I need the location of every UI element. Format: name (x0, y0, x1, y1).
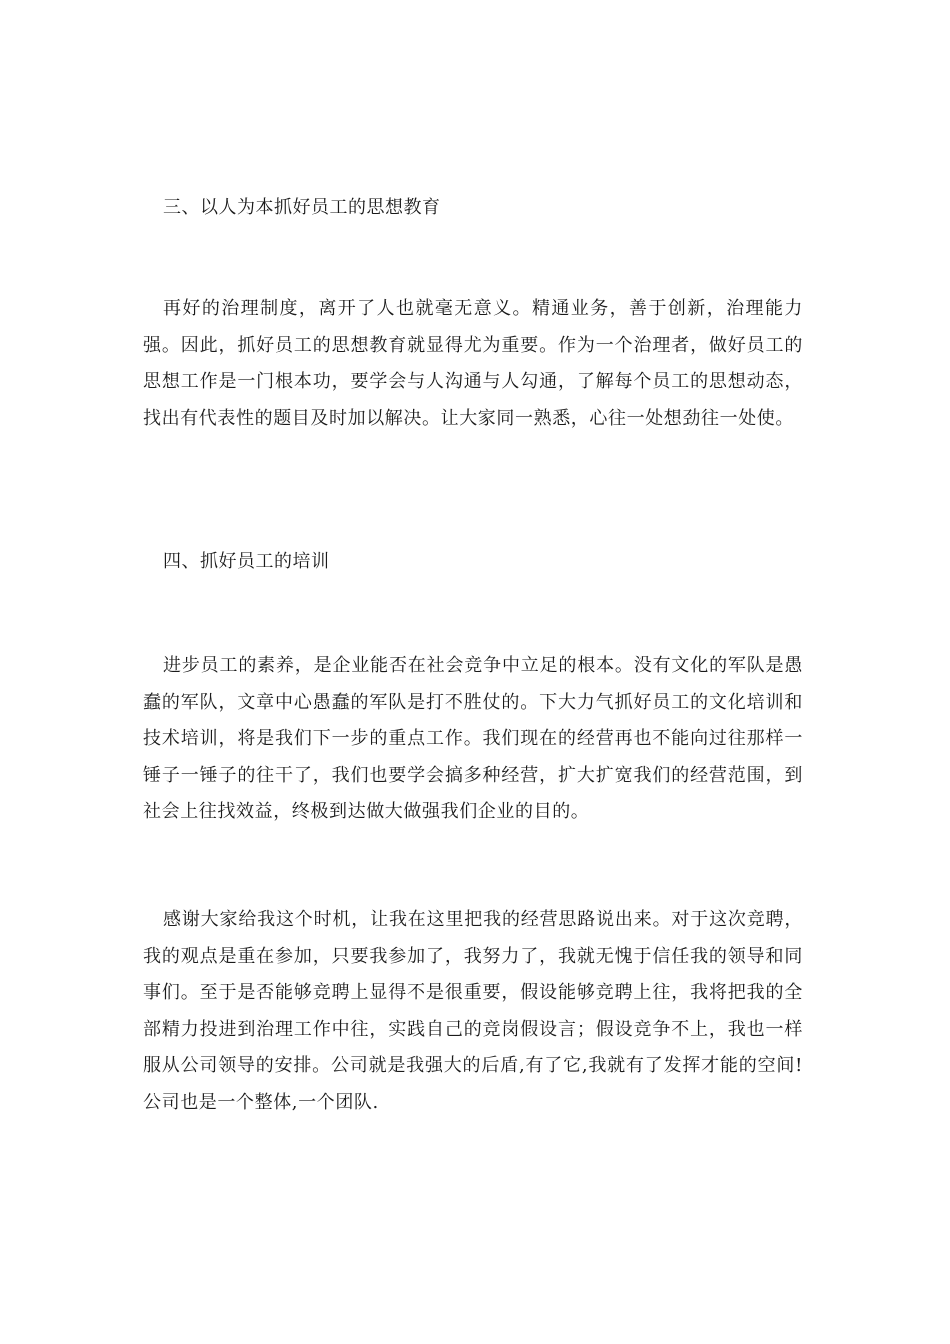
section-paragraph-3: 再好的治理制度，离开了人也就毫无意义。精通业务，善于创新，治理能力强。因此，抓好员工的思想教育就显得尤为重要。作为一个治理者，做好员工的思想工作是一门根本功，要学会与人沟通与人勾通，了解每个员工的思想动态，找出有代表性的题目及时加以解决。让大家同一熟悉，心往一处想劲往一处使。 (143, 298, 803, 429)
section-paragraph-4: 进步员工的素养，是企业能否在社会竞争中立足的根本。没有文化的军队是愚蠢的军队，文章中心愚蠢的军队是打不胜仗的。下大力气抓好员工的文化培训和技术培训，将是我们下一步的重点工作。我们现在的经营再也不能向过往那样一锤子一锤子的往干了，我们也要学会搞多种经营，扩大扩宽我们的经营范围，到社会上往找效益，终极到达做大做强我们企业的目的。 (143, 655, 803, 822)
section-heading-4: 四、抓好员工的培训 (163, 551, 330, 572)
closing-paragraph: 感谢大家给我这个时机，让我在这里把我的经营思路说出来。对于这次竞聘，我的观点是重在参加，只要我参加了，我努力了，我就无愧于信任我的领导和同事们。至于是否能够竞聘上显得不是很重要，假设能够竞聘上往，我将把我的全部精力投进到治理工作中往，实践自己的竞岗假设言；假设竞争不上，我也一样服从公司领导的安排。公司就是我强大的后盾,有了它,我就有了发挥才能的空间!公司也是一个整体,一个团队. (143, 909, 803, 1113)
section-heading-3: 三、以人为本抓好员工的思想教育 (163, 197, 441, 218)
